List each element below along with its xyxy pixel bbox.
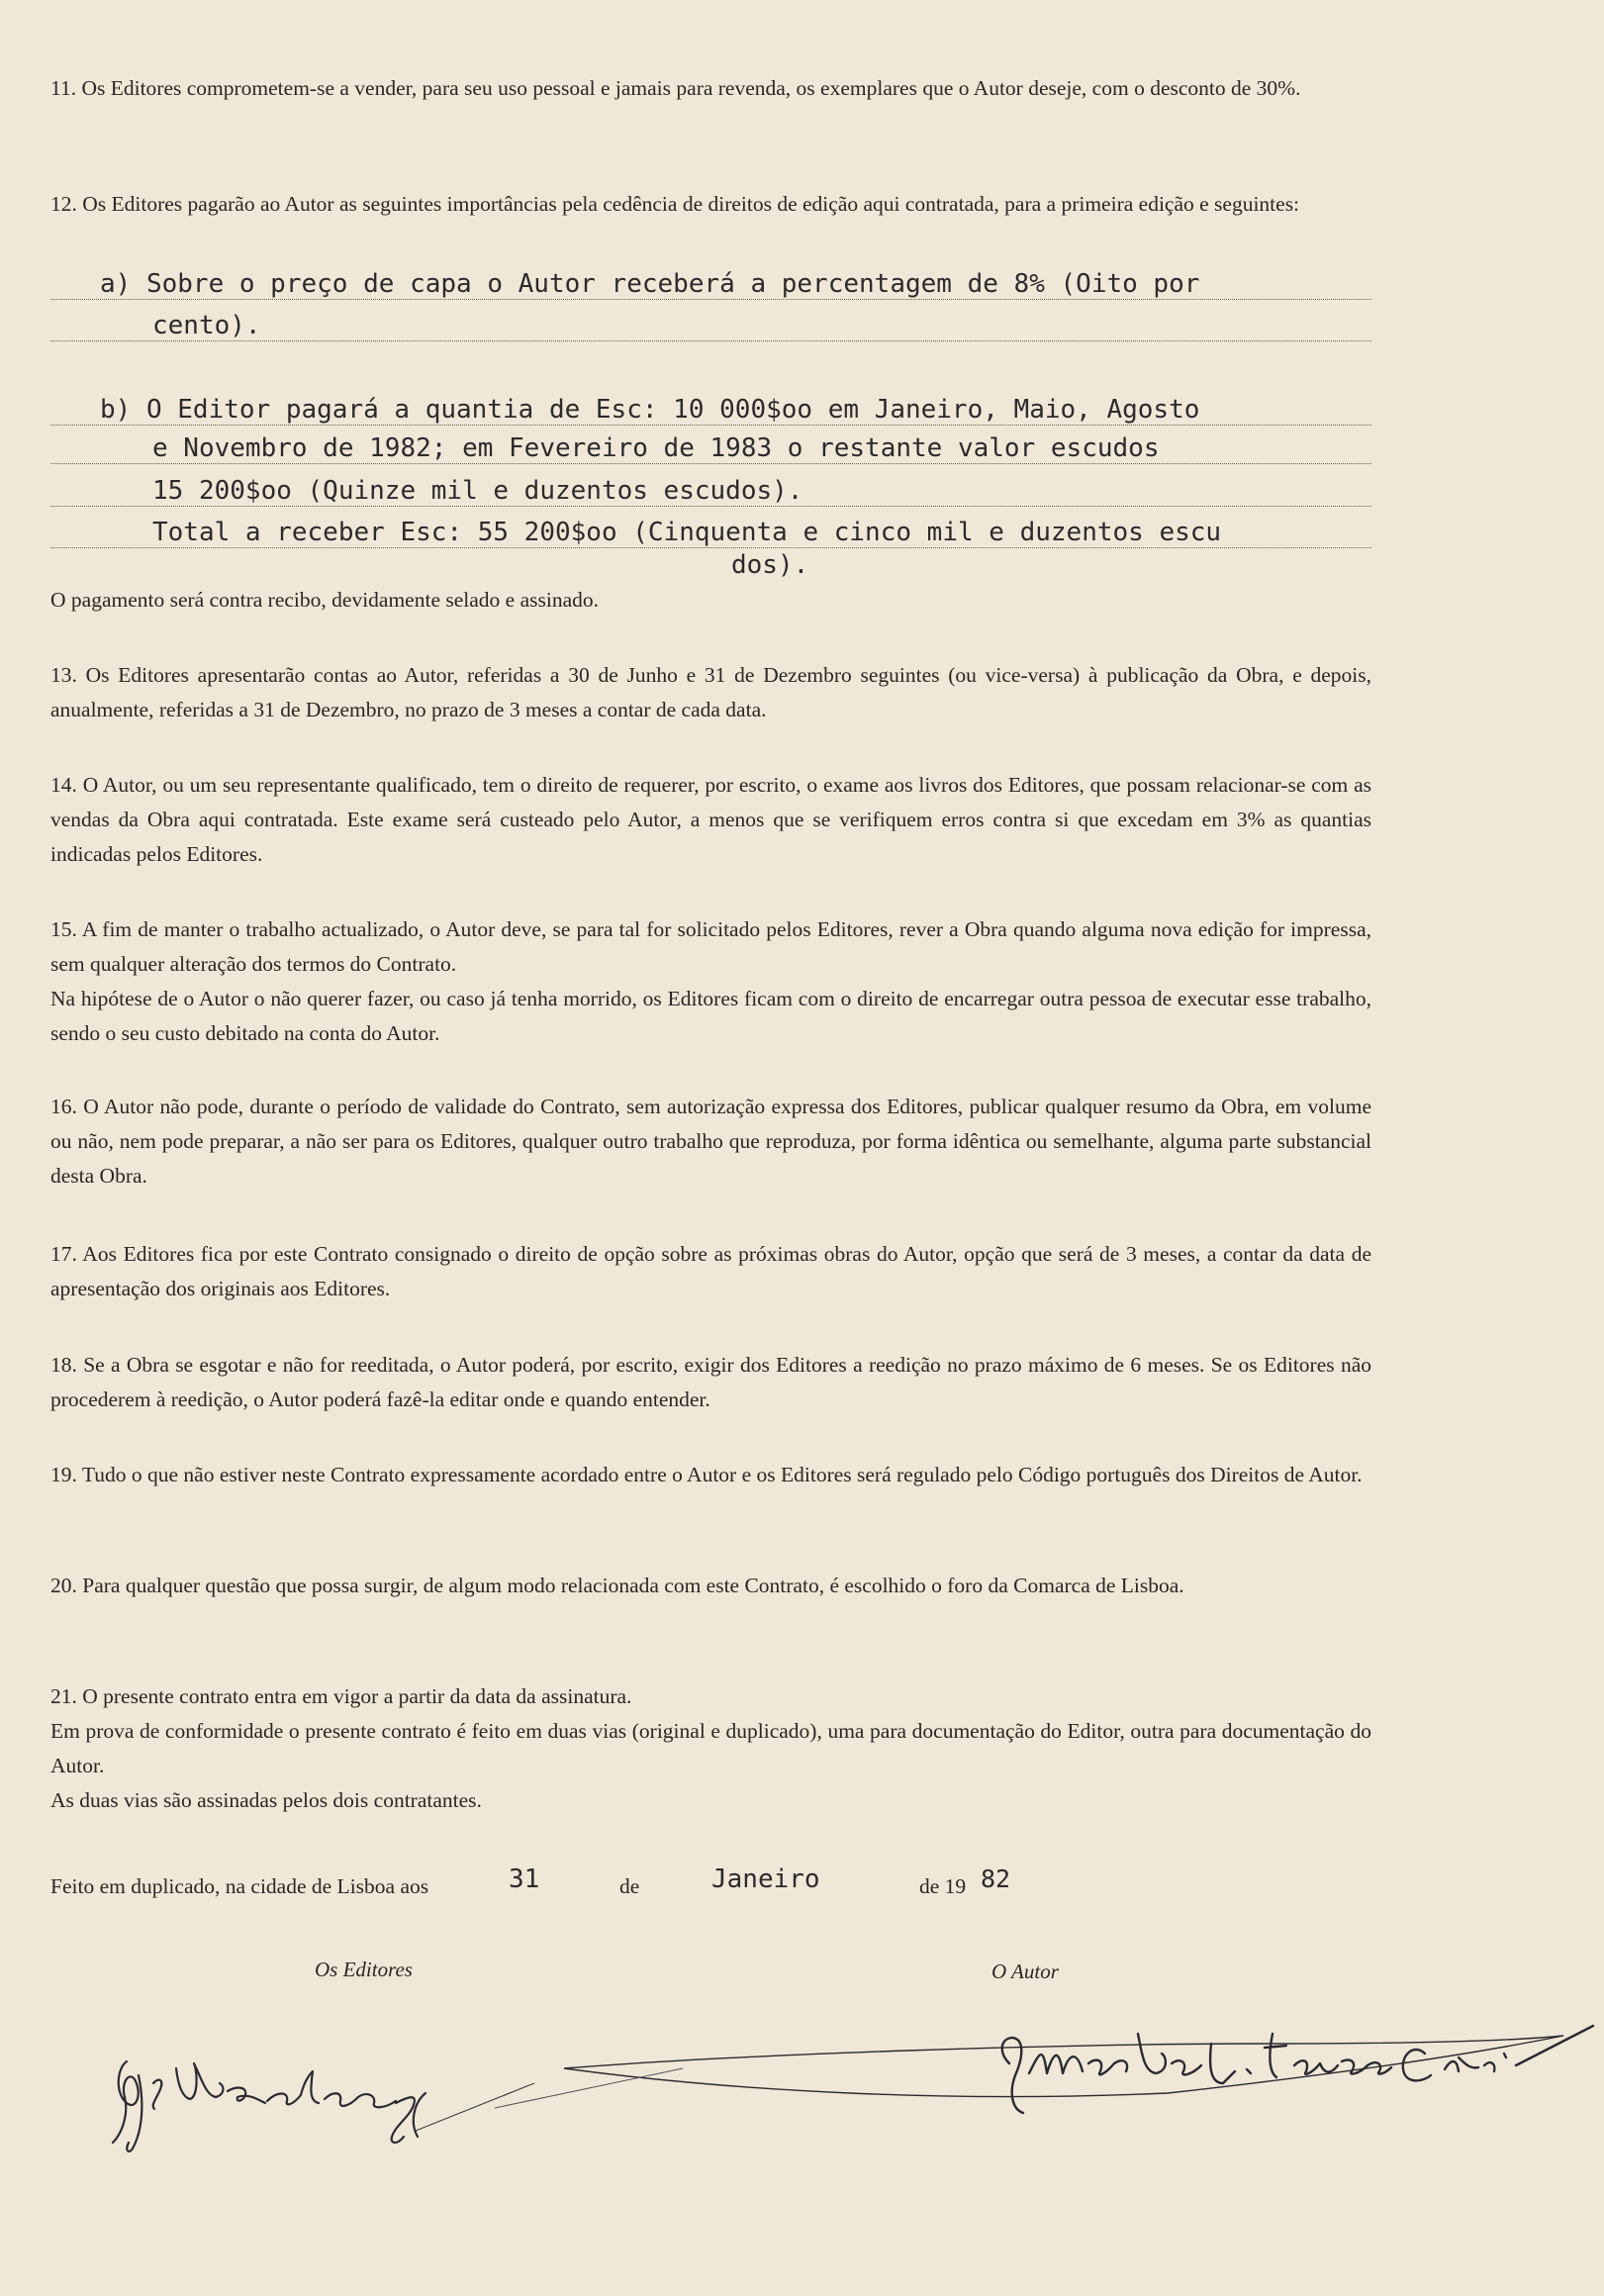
author-signature (554, 2014, 1603, 2133)
typed-line: a) Sobre o preço de capa o Autor receberá a percentagem de 8% (Oito por (50, 259, 1371, 300)
clause-14: 14. O Autor, ou um seu representante qualificado, tem o direito de requerer, por escrito, o exame aos livros dos Editores, que possam relacionar-se com as vendas da Obra aqui contratada. Este exame será custeado pelo Autor, a menos que se verifiquem erros contra si que excedam em 3% as quantias indicadas pelos Editores. (50, 773, 1371, 866)
clause-20: 20. Para qualquer questão que possa surgir, de algum modo relacionada com este Contrato, é escolhido o foro da Comarca de Lisboa. (50, 1574, 1184, 1597)
closing-line: Feito em duplicado, na cidade de Lisboa aos 31 de Janeiro de 19 82 (50, 1865, 1011, 1898)
clause-17: 17. Aos Editores fica por este Contrato consignado o direito de opção sobre as próximas obras do Autor, opção que será de 3 meses, a contar da data de apresentação dos originais aos Editores. (50, 1242, 1371, 1300)
clause-13: 13. Os Editores apresentarão contas ao Autor, referidas a 30 de Junho e 31 de Dezembro seguintes (ou vice-versa) à publicação da Obra, e depois, anualmente, referidas a 31 de Dezembro, no prazo de 3 meses a contar de cada data. (50, 663, 1371, 721)
author-label: O Autor (991, 1960, 1059, 1983)
closing-month: Janeiro (711, 1865, 820, 1894)
clause-15: 15. A fim de manter o trabalho actualizado, o Autor deve, se para tal for solicitado pelos Editores, rever a Obra quando alguma nova edição for impressa, sem qualquer alteração dos termos do Contrato. Na hipótese de o Autor o não querer fazer, ou caso já tenha morrido, os Editores ficam com o direito de encarregar outra pessoa de executar esse trabalho, sendo o seu custo debitado na conta do Autor. (50, 917, 1371, 1045)
editors-label: Os Editores (315, 1958, 413, 1981)
closing-year: 82 (981, 1865, 1011, 1893)
clause-12-payment: O pagamento será contra recibo, devidamente selado e assinado. (50, 588, 600, 612)
typed-line: e Novembro de 1982; em Fevereiro de 1983 o restante valor escudos (50, 424, 1371, 464)
clause-19: 19. Tudo o que não estiver neste Contrato expressamente acordado entre o Autor e os Editores será regulado pelo Código português dos Direitos de Autor. (50, 1463, 1363, 1486)
clause-12: 12. Os Editores pagarão ao Autor as seguintes importâncias pela cedência de direitos de edição aqui contratada, para a primeira edição e seguintes: (50, 192, 1300, 216)
typed-line: dos). (731, 550, 809, 580)
clause-11: 11. Os Editores comprometem-se a vender, para seu uso pessoal e jamais para revenda, os exemplares que o Autor deseje, com o desconto de 30%. (50, 76, 1301, 100)
signature-flourish (495, 2058, 693, 2118)
clause-18: 18. Se a Obra se esgotar e não for reeditada, o Autor poderá, por escrito, exigir dos Editores a reedição no prazo máximo de 6 meses. Se os Editores não procederem à reedição, o Autor poderá fazê-la editar onde e quando entender. (50, 1353, 1371, 1411)
clause-16: 16. O Autor não pode, durante o período de validade do Contrato, sem autorização expressa dos Editores, publicar qualquer resumo da Obra, em volume ou não, nem pode preparar, a não ser para os Editores, qualquer outro trabalho que reproduza, por forma idêntica ou semelhante, alguma parte substancial desta Obra. (50, 1095, 1371, 1188)
editors-signature (99, 2014, 534, 2172)
clause-21: 21. O presente contrato entra em vigor a partir da data da assinatura. Em prova de conformidade o presente contrato é feito em duas vias (original e duplicado), uma para documentação do Editor, outra para documentação do Autor. As duas vias são assinadas pelos dois contratantes. (50, 1684, 1371, 1812)
typed-line: cento). (50, 301, 1371, 341)
closing-day: 31 (509, 1865, 540, 1894)
typed-line: b) O Editor pagará a quantia de Esc: 10 000$oo em Janeiro, Maio, Agosto (50, 385, 1371, 426)
typed-line: 15 200$oo (Quinze mil e duzentos escudos). (50, 466, 1371, 507)
typed-line: Total a receber Esc: 55 200$oo (Cinquenta e cinco mil e duzentos escu (50, 508, 1371, 548)
